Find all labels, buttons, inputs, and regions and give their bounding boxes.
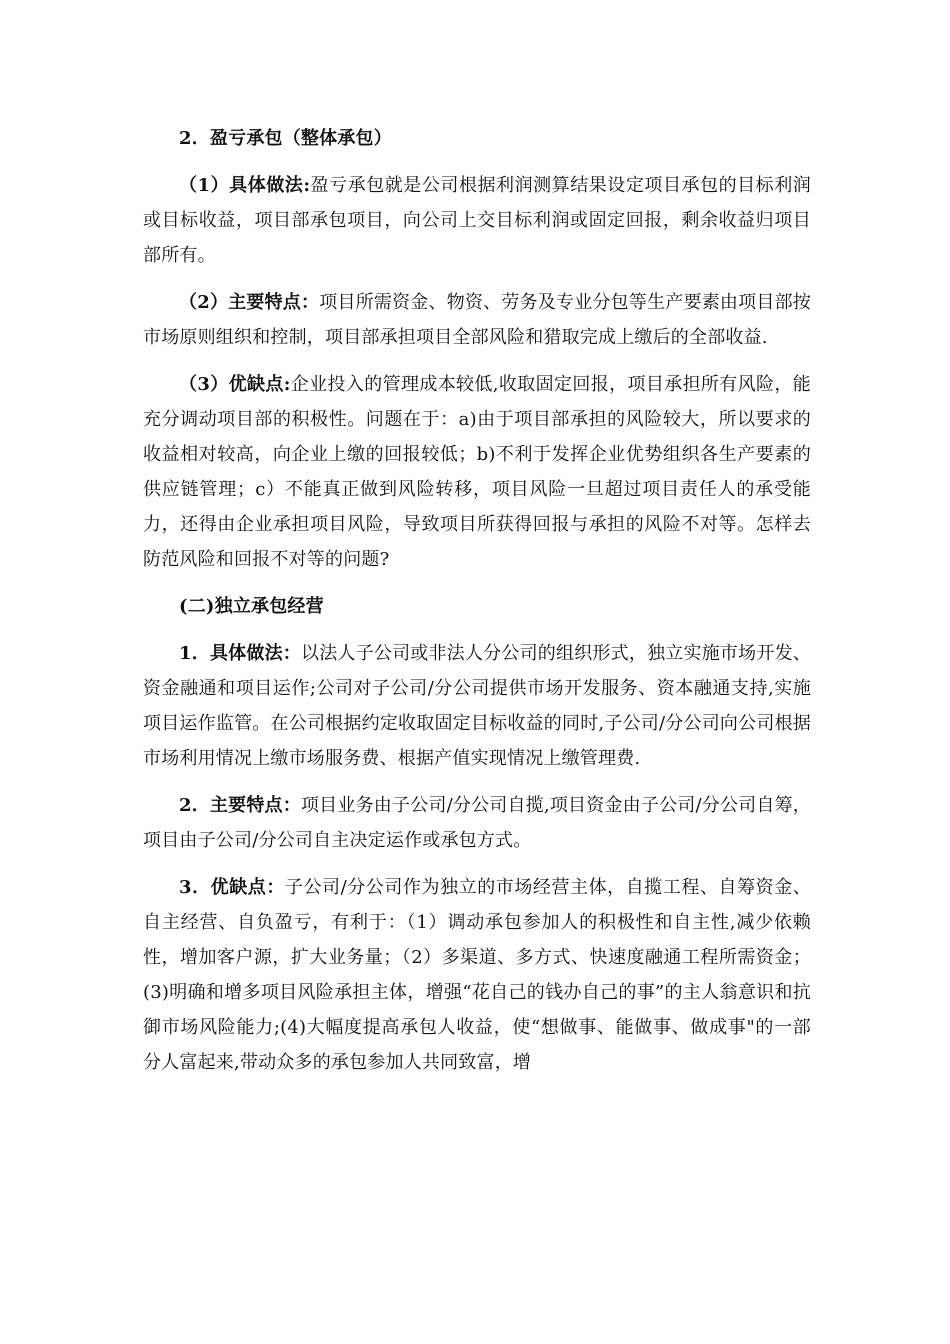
paragraph-independent-pros-cons (143, 870, 811, 1080)
paragraph-main-features (143, 285, 811, 355)
paragraph-pros-cons (143, 367, 811, 577)
paragraph-label: （3）优缺点: (179, 374, 291, 395)
paragraph-independent-method (143, 636, 811, 776)
paragraph-text: 项目所需资金、物资、劳务及专业分包等生产要素由项目部按市场原则组织和控制，项目部承担项目全部风险和猎取完成上缴后的全部收益. (143, 292, 811, 348)
paragraph-label: 3．优缺点： (179, 877, 285, 898)
section-heading-profit-loss-contracting: 2．盈亏承包（整体承包） (179, 128, 392, 149)
paragraph-label: 2．主要特点： (179, 795, 301, 816)
paragraph-label: 1．具体做法： (179, 643, 302, 664)
paragraph-label: （1）具体做法: (179, 175, 311, 196)
document-body (143, 121, 811, 1092)
paragraph-text: 子公司/分公司作为独立的市场经营主体，自揽工程、自筹资金、自主经营、自负盈亏，有利于：（1）调动承包参加人的积极性和自主性,减少依赖性，增加客户源，扩大业务量；（2）多渠道、多方式、快速度融通工程所需资金；(3)明确和增多项目风险承担主体，增强“花自己的钱办自己的事”的主人翁意识和抗御市场风险能力;(4)大幅度提高承包人收益，使“想做事、能做事、做成事"的一部分人富起来,带动众多的承包参加人共同致富，增 (143, 877, 811, 1073)
section-heading-independent-contracting: (二)独立承包经营 (179, 596, 324, 617)
paragraph-text: 盈亏承包就是公司根据利润测算结果设定项目承包的目标利润或目标收益，项目部承包项目，向公司上交目标利润或固定回报，剩余收益归项目部所有。 (143, 175, 811, 266)
paragraph-independent-features (143, 788, 811, 858)
paragraph-label: （2）主要特点： (179, 292, 320, 313)
paragraph-specific-method (143, 168, 811, 273)
paragraph-text: 以法人子公司或非法人分公司的组织形式，独立实施市场开发、资金融通和项目运作;公司对子公司/分公司提供市场开发服务、资本融通支持,实施项目运作监管。在公司根据约定收取固定目标收益的同时,子公司/分公司向公司根据市场利用情况上缴市场服务费、根据产值实现情况上缴管理费. (143, 643, 811, 769)
paragraph-text: 企业投入的管理成本较低,收取固定回报，项目承担所有风险，能充分调动项目部的积极性。问题在于：a)由于项目部承担的风险较大，所以要求的收益相对较高，向企业上缴的回报较低；b)不利于发挥企业优势组织各生产要素的供应链管理；c）不能真正做到风险转移，项目风险一旦超过项目责任人的承受能力，还得由企业承担项目风险，导致项目所获得回报与承担的风险不对等。怎样去防范风险和回报不对等的问题? (143, 374, 811, 570)
paragraph-text: 项目业务由子公司/分公司自揽,项目资金由子公司/分公司自筹，项目由子公司/分公司自主决定运作或承包方式。 (143, 795, 811, 851)
